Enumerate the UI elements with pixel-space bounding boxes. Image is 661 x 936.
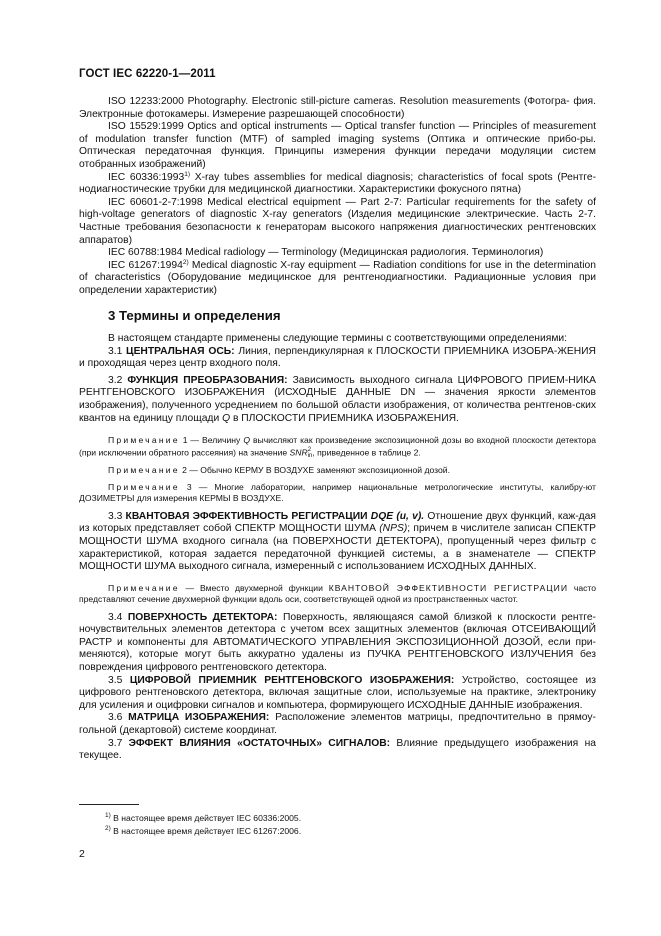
term-name: ЭФФЕКТ ВЛИЯНИЯ «ОСТАТОЧНЫХ» СИГНАЛОВ: [128, 737, 391, 749]
reference-item: ISO 12233:2000 Photography. Electronic still-picture cameras. Resolution measurements (Фотогра- фия. Электронные фотокамеры. Измерение разрешающей способности) [79, 96, 596, 120]
term-name: ЦЕНТРАЛЬНАЯ ОСЬ: [126, 345, 235, 357]
document-header: ГОСТ IEC 62220-1—2011 [79, 68, 216, 80]
reference-item: IEC 61267:1994$^{2)}$ Medical diagnostic X-ray equipment — Radiation conditions for use in the determination of characteristics (Оборудование медицинское для рентгенодиагностики. Радиационные условия при определении характеристик) [79, 258, 596, 296]
footnote-ref: 2) [182, 258, 189, 266]
note-3: Примечание 3 — Многие лаборатории, например национальные метрологические институты, калибру-ют ДОЗИМЕТРЫ для измерения КЕРМЫ В ВОЗДУХЕ. [79, 482, 596, 504]
term-3-1: 3.1 ЦЕНТРАЛЬНАЯ ОСЬ: Линия, перпендикулярная к ПЛОСКОСТИ ПРИЕМНИКА ИЗОБРА-ЖЕНИЯ и проходящая через центр входного поля. [79, 345, 596, 370]
term-3-7: 3.7 ЭФФЕКТ ВЛИЯНИЯ «ОСТАТОЧНЫХ» СИГНАЛОВ: Влияние предыдущего изображения на текущее. [79, 737, 596, 762]
footnote-ref: 1) [184, 170, 191, 178]
reference-item: ISO 15529:1999 Optics and optical instruments — Optical transfer function — Principles of measurement of modulation transfer function (MTF) of sampled imaging systems (Оптика и оптические прибо-ры. Оптическая передаточная функция. Принципы измерения функции передачи модуляции систем отобранных изображений) [79, 121, 596, 170]
footnote-item: $^{2)}$ В настоящее время действует IEC 61267:2006. [105, 824, 302, 836]
term-name: ПОВЕРХНОСТЬ ДЕТЕКТОРА: [127, 611, 278, 623]
term-3-3: 3.3 КВАНТОВАЯ ЭФФЕКТИВНОСТЬ РЕГИСТРАЦИИ DQE (u, v). Отношение двух функций, каж-дая из которых представляет собой СПЕКТР МОЩНОСТИ ШУМА (NPS); причем в числителе записан СПЕКТР МОЩНОСТИ ШУМА входного сигнала (на ПОВЕРХНОСТИ ДЕТЕКТОРА), пропущенный через фильтр с характеристикой, которая задается передаточной функцией системы, а в знаменателе — СПЕКТР МОЩНОСТИ ШУМА выходного сигнала, измеренный с использованием ИСХОДНЫХ ДАННЫХ. [79, 510, 596, 573]
term-name: КВАНТОВАЯ ЭФФЕКТИВНОСТЬ РЕГИСТРАЦИИ [125, 510, 371, 522]
footnote-divider [79, 804, 139, 805]
term-3-4: 3.4 ПОВЕРХНОСТЬ ДЕТЕКТОРА: Поверхность, являющаяся самой близкой к плоскости рентге-ночувствительных элементов детектора с учетом всех защитных элементов (включая ОТСЕИВАЮЩИЙ РАСТР и компоненты для АВТОМАТИЧЕСКОГО УПРАВЛЕНИЯ ЭКСПОЗИЦИОННОЙ ДОЗОЙ, если при-меняются), которые могут быть аккуратно удалены из ПУЧКА РЕНТГЕНОВСКОГО ИЗЛУЧЕНИЯ без повреждения цифрового рентгеновского детектора. [79, 611, 596, 674]
term-3-2: 3.2 ФУНКЦИЯ ПРЕОБРАЗОВАНИЯ: Зависимость выходного сигнала ЦИФРОВОГО ПРИЕМ-НИКА РЕНТГЕНОВСКОГО ИЗОБРАЖЕНИЯ (ИСХОДНЫЕ ДАННЫЕ DN — значения яркости элементов изображения), полученного усреднением по большой области изображения, от количества рентгенов-ских квантов на единицу площади Q в ПЛОСКОСТИ ПРИЕМНИКА ИЗОБРАЖЕНИЯ. [79, 374, 596, 424]
note-2: Примечание 2 — Обычно КЕРМУ В ВОЗДУХЕ заменяют экспозиционной дозой. [108, 464, 450, 475]
section-title: 3 Термины и определения [108, 307, 281, 323]
section-lead: В настоящем стандарте применены следующие термины с соответствующими определениями: [108, 333, 568, 345]
term-3-6: 3.6 МАТРИЦА ИЗОБРАЖЕНИЯ: Расположение элементов матрицы, предпочтительно в прямоу-гольной (декартовой) системе координат. [79, 712, 596, 736]
reference-item: IEC 60336:1993$^{1)}$ X-ray tubes assemblies for medical diagnosis; characteristics of focal spots (Рентге-нодиагностические трубки для медицинской диагностики. Характеристики фокусного пятна) [79, 170, 596, 196]
reference-item: IEC 60788:1984 Medical radiology — Terminology (Медицинская радиология. Терминология) [108, 247, 544, 259]
reference-item: IEC 60601-2-7:1998 Medical electrical equipment — Part 2-7: Particular requirements for the safety of high-voltage generators of diagnostic X-ray generators (Изделия медицинские электрические. Часть 2-7. Частные требования безопасности к генераторам высокого напряжения диагностических рентгеновских аппаратов) [79, 196, 596, 246]
note-dqe: Примечание — Вместо двухмерной функции КВАНТОВОЙ ЭФФЕКТИВНОСТИ РЕГИСТРАЦИИ часто представляют сечение двухмерной функции вдоль оси, соответствующей одной из пространственных частот. [79, 582, 597, 605]
term-name: МАТРИЦА ИЗОБРАЖЕНИЯ: [128, 712, 270, 724]
term-name: ФУНКЦИЯ ПРЕОБРАЗОВАНИЯ: [127, 374, 288, 386]
footnotes [105, 812, 301, 837]
page-number: 2 [79, 848, 85, 860]
footnote-item: $^{1)}$ В настоящее время действует IEC 60336:2005. [105, 812, 302, 823]
term-3-5: 3.5 ЦИФРОВОЙ ПРИЕМНИК РЕНТГЕНОВСКОГО ИЗОБРАЖЕНИЯ: Устройство, состоящее из цифрового рентгеновского детектора, включая защитные слои, используемые на практике, электронику для усиления и оцифровки сигналов и компьютера, формирующего ИСХОДНЫЕ ДАННЫЕ изображения. [79, 674, 596, 711]
note-1: Примечание 1 — Величину Q вычисляют как произведение экспозиционной дозы во входной плоскости детектора (при исключении обратного рассеяния) на значение SNR 2 in , приведенное в таблице 2. [79, 435, 596, 459]
document-body [79, 96, 596, 763]
term-name: ЦИФРОВОЙ ПРИЕМНИК РЕНТГЕНОВСКОГО ИЗОБРАЖЕНИЯ: [129, 674, 455, 686]
